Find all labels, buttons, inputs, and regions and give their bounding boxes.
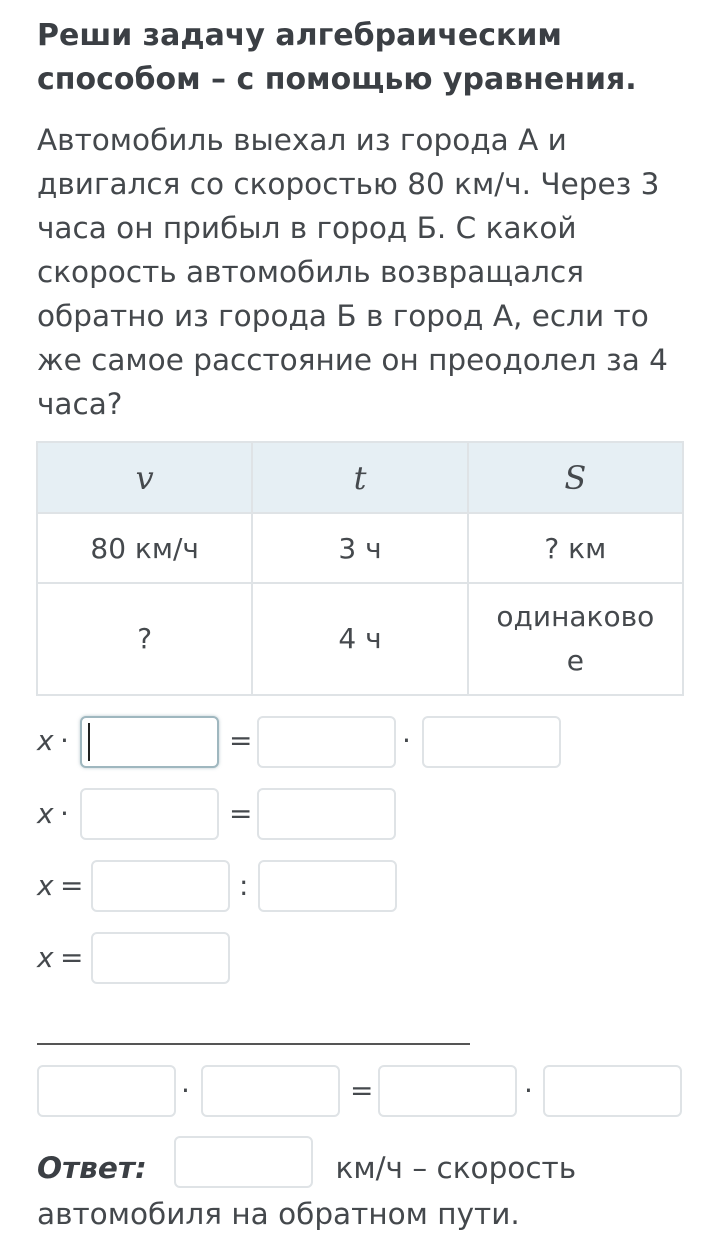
table-row xyxy=(37,583,683,695)
table-cell: ? xyxy=(37,583,252,695)
equals-sign: = xyxy=(60,869,84,902)
data-table xyxy=(36,441,684,696)
multiply-sign: · xyxy=(60,724,69,757)
equation3-input-a[interactable] xyxy=(91,860,230,912)
table-header-row xyxy=(37,442,683,513)
equation-variable-x: x xyxy=(37,724,54,757)
equation2-input-b[interactable] xyxy=(257,788,396,840)
divide-sign: : xyxy=(239,869,249,902)
answer-line2: автомобиля на обратном пути. xyxy=(37,1197,520,1231)
divider-line xyxy=(37,1043,470,1045)
table-cell: 80 км/ч xyxy=(37,513,252,583)
multiply-sign: · xyxy=(402,724,411,757)
check-input-c[interactable] xyxy=(378,1065,517,1117)
equals-sign: = xyxy=(229,797,253,830)
multiply-sign: · xyxy=(524,1074,533,1107)
check-input-a[interactable] xyxy=(37,1065,176,1117)
equals-sign: = xyxy=(229,724,253,757)
equals-sign: = xyxy=(60,941,84,974)
table-cell: ? км xyxy=(468,513,683,583)
table-row xyxy=(37,513,683,583)
check-input-b[interactable] xyxy=(201,1065,340,1117)
check-input-d[interactable] xyxy=(543,1065,682,1117)
answer-block xyxy=(37,1145,697,1237)
equation3-input-b[interactable] xyxy=(258,860,397,912)
equation-variable-x: x xyxy=(37,941,54,974)
equals-sign: = xyxy=(350,1074,374,1107)
table-cell: 4 ч xyxy=(252,583,467,695)
equation4-input[interactable] xyxy=(91,932,230,984)
answer-input[interactable] xyxy=(174,1136,313,1188)
header-velocity: v xyxy=(37,442,252,513)
task-title: Реши задачу алгебраическим способом – с помощью уравнения. xyxy=(37,18,637,97)
table-cell: одинаково е xyxy=(468,583,683,695)
answer-label: Ответ: xyxy=(37,1151,147,1185)
equation1-input-c[interactable] xyxy=(422,716,561,768)
text-caret xyxy=(88,723,90,761)
problem-text: Автомобиль выехал из города А и двигался со скоростью 80 км/ч. Через 3 часа он прибыл в город Б. С какой скорость автомобиль возвращался обратно из города Б в город А, если то же самое расстояние он преодолел за 4 часа? xyxy=(37,123,668,421)
header-distance: S xyxy=(468,442,683,513)
multiply-sign: · xyxy=(181,1074,190,1107)
table-cell: 3 ч xyxy=(252,513,467,583)
answer-suffix: км/ч – скорость xyxy=(335,1151,577,1185)
multiply-sign: · xyxy=(60,797,69,830)
header-time: t xyxy=(252,442,467,513)
equation-variable-x: x xyxy=(37,797,54,830)
equation1-input-a[interactable] xyxy=(80,716,219,768)
equation-variable-x: x xyxy=(37,869,54,902)
equation2-input-a[interactable] xyxy=(80,788,219,840)
equation1-input-b[interactable] xyxy=(257,716,396,768)
